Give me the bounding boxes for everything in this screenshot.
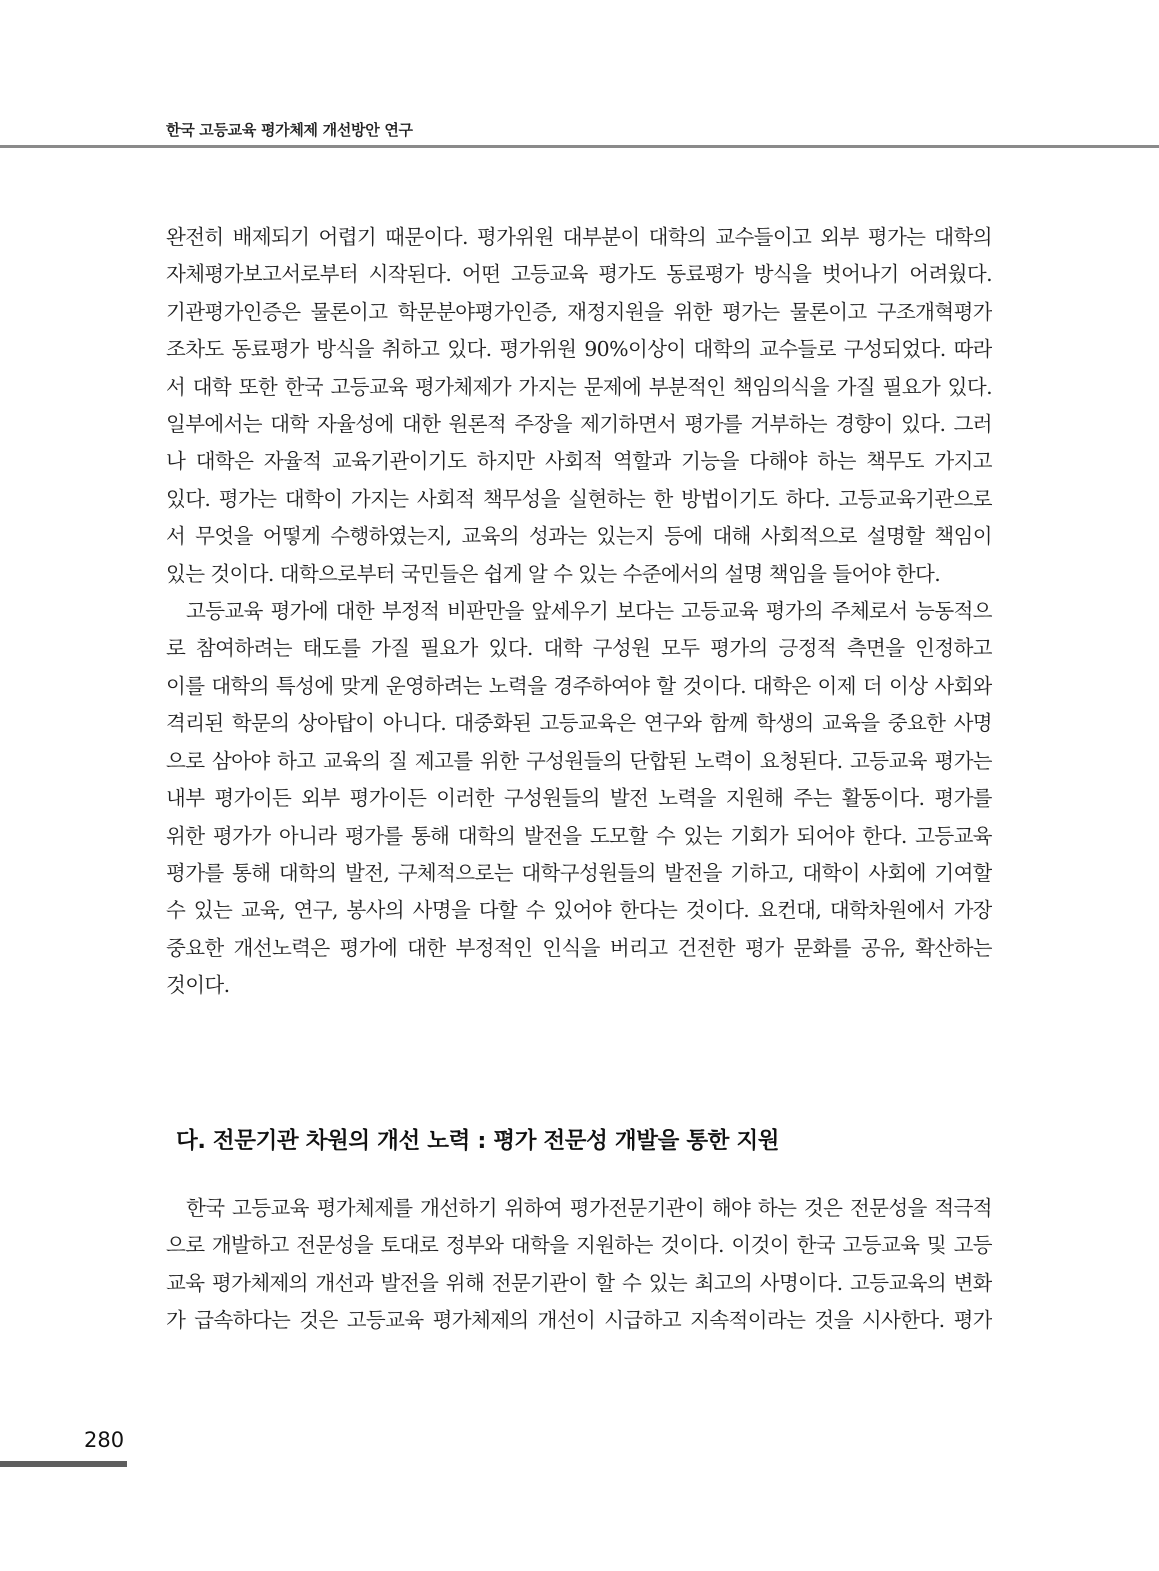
text-line: 으로 삼아야 하고 교육의 질 제고를 위한 구성원들의 단합된 노력이 요청된다. 고등교육 평가는 — [166, 748, 992, 773]
text-line: 조차도 동료평가 방식을 취하고 있다. 평가위원 90%이상이 대학의 교수들로 구성되었다. 따라 — [166, 337, 992, 362]
text-line: 고등교육 평가에 대한 부정적 비판만을 앞세우기 보다는 고등교육 평가의 주체로서 능동적으 — [186, 599, 992, 624]
text-line: 중요한 개선노력은 평가에 대한 부정적인 인식을 버리고 건전한 평가 문화를 공유, 확산하는 — [166, 935, 992, 960]
text-line: 있는 것이다. 대학으로부터 국민들은 쉽게 알 수 있는 수준에서의 설명 책임을 들어야 한다. — [166, 561, 941, 586]
text-line: 자체평가보고서로부터 시작된다. 어떤 고등교육 평가도 동료평가 방식을 벗어나기 어려웠다. — [166, 262, 992, 287]
text-line: 위한 평가가 아니라 평가를 통해 대학의 발전을 도모할 수 있는 기회가 되어야 한다. 고등교육 — [166, 823, 992, 848]
header-divider — [0, 145, 1159, 148]
running-header: 한국 고등교육 평가체제 개선방안 연구 — [166, 121, 413, 139]
text-line: 이를 대학의 특성에 맞게 운영하려는 노력을 경주하여야 할 것이다. 대학은 이제 더 이상 사회와 — [166, 673, 992, 698]
section-heading: 다. 전문기관 차원의 개선 노력 : 평가 전문성 개발을 통한 지원 — [176, 1128, 780, 1154]
section-body-text — [166, 1190, 992, 1340]
footer-divider — [0, 1461, 127, 1467]
text-line: 평가를 통해 대학의 발전, 구체적으로는 대학구성원들의 발전을 기하고, 대학이 사회에 기여할 — [166, 860, 992, 885]
text-line: 내부 평가이든 외부 평가이든 이러한 구성원들의 발전 노력을 지원해 주는 활동이다. 평가를 — [166, 786, 992, 811]
text-line: 완전히 배제되기 어렵기 때문이다. 평가위원 대부분이 대학의 교수들이고 외부 평가는 대학의 — [166, 225, 992, 249]
body-text-block — [166, 219, 992, 1005]
text-line: 기관평가인증은 물론이고 학문분야평가인증, 재정지원을 위한 평가는 물론이고 구조개혁평가 — [166, 299, 992, 324]
page-number: 280 — [84, 1428, 125, 1452]
paragraph-3 — [166, 1190, 992, 1340]
text-line: 가 급속하다는 것은 고등교육 평가체제의 개선이 시급하고 지속적이라는 것을 시사한다. 평가 — [166, 1308, 992, 1333]
text-line: 한국 고등교육 평가체제를 개선하기 위하여 평가전문기관이 해야 하는 것은 전문성을 적극적 — [186, 1196, 992, 1220]
paragraph-1 — [166, 219, 992, 593]
text-line: 일부에서는 대학 자율성에 대한 원론적 주장을 제기하면서 평가를 거부하는 경향이 있다. 그러 — [166, 412, 992, 437]
text-line: 있다. 평가는 대학이 가지는 사회적 책무성을 실현하는 한 방법이기도 하다. 고등교육기관으로 — [166, 486, 992, 511]
text-line: 격리된 학문의 상아탑이 아니다. 대중화된 고등교육은 연구와 함께 학생의 교육을 중요한 사명 — [166, 711, 992, 736]
text-line: 나 대학은 자율적 교육기관이기도 하지만 사회적 역할과 기능을 다해야 하는 책무도 가지고 — [166, 449, 992, 474]
text-line: 로 참여하려는 태도를 가질 필요가 있다. 대학 구성원 모두 평가의 긍정적 측면을 인정하고 — [166, 636, 992, 661]
paragraph-2 — [166, 593, 992, 1004]
text-line: 서 대학 또한 한국 고등교육 평가체제가 가지는 문제에 부분적인 책임의식을 가질 필요가 있다. — [166, 374, 992, 399]
text-line: 교육 평가체제의 개선과 발전을 위해 전문기관이 할 수 있는 최고의 사명이다. 고등교육의 변화 — [166, 1270, 992, 1295]
text-line: 서 무엇을 어떻게 수행하였는지, 교육의 성과는 있는지 등에 대해 사회적으로 설명할 책임이 — [166, 524, 992, 549]
text-line: 것이다. — [166, 973, 230, 998]
text-line: 으로 개발하고 전문성을 토대로 정부와 대학을 지원하는 것이다. 이것이 한국 고등교육 및 고등 — [166, 1233, 992, 1258]
text-line: 수 있는 교육, 연구, 봉사의 사명을 다할 수 있어야 한다는 것이다. 요컨대, 대학차원에서 가장 — [166, 898, 992, 923]
